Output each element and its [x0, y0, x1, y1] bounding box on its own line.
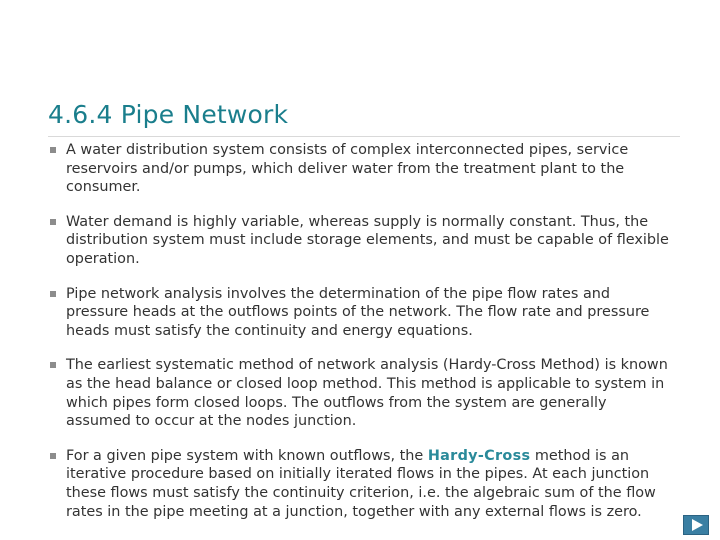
bullet-item	[48, 213, 674, 269]
bullet-item	[48, 285, 674, 341]
bullet-text: The earliest systematic method of network analysis (Hardy-Cross Method) is known as the head balance or closed loop method. This method is applicable to system in which pipes form closed loops. The outflows from the system are generally assumed to occur at the nodes junction.	[66, 357, 668, 430]
bullet-list	[48, 141, 674, 537]
bullet-square-icon	[50, 362, 56, 368]
bullet-square-icon	[50, 147, 56, 153]
bullet-square-icon	[50, 291, 56, 297]
bullet-item	[48, 447, 674, 521]
bullet-square-icon	[50, 453, 56, 459]
bullet-text-after: method is an iterative procedure based on initially iterated flows in the pipes. At each junction these flows must satisfy the continuity criterion, i.e. the algebraic sum of the flow rates in the pipe meeting at a junction, together with any external flows is zero.	[66, 447, 656, 520]
bullet-square-icon	[50, 219, 56, 225]
hardy-cross-highlight: Hardy-Cross	[427, 447, 531, 464]
bullet-text: A water distribution system consists of complex interconnected pipes, service reservoirs and/or pumps, which deliver water from the treatment plant to the consumer.	[66, 142, 629, 196]
bullet-item	[48, 356, 674, 430]
bullet-item	[48, 141, 674, 197]
bullet-text: Water demand is highly variable, whereas supply is normally constant. Thus, the distribution system must include storage elements, and must be capable of flexible operation.	[66, 213, 669, 267]
slide-title: 4.6.4 Pipe Network	[48, 100, 289, 129]
next-slide-button[interactable]	[683, 515, 709, 535]
bullet-text: Pipe network analysis involves the determination of the pipe flow rates and pressure heads at the outflows points of the network. The flow rate and pressure heads must satisfy the continuity and energy equations.	[66, 285, 650, 339]
bullet-text-before: For a given pipe system with known outflows, the	[66, 447, 428, 464]
title-divider	[48, 136, 680, 137]
play-arrow-icon	[692, 519, 703, 531]
